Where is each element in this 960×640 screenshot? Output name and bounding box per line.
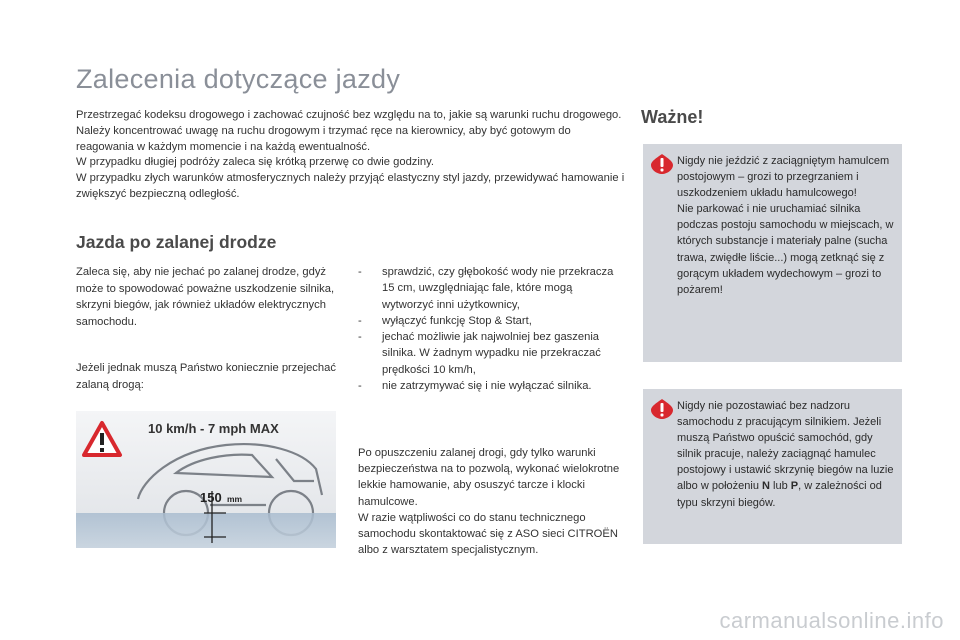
intro-paragraph: Należy koncentrować uwagę na ruchu drogowym i trzymać ręce na kierownicy, aby być gotowym do reagowania w każdym momencie i na każdą ewentualność.: [76, 124, 571, 153]
list-item: [358, 313, 620, 329]
step-text: wyłączyć funkcję Stop & Start,: [382, 314, 532, 327]
list-dash: -: [358, 266, 362, 278]
water-surface: [76, 513, 336, 548]
flooded-road-illustration: [76, 411, 336, 548]
after-flooded-text: [358, 445, 623, 558]
flooded-para-2: Jeżeli jednak muszą Państwo koniecznie przejechać zalaną drogą:: [76, 362, 336, 391]
step-text: nie zatrzymywać się i nie wyłączać silnika.: [382, 380, 592, 393]
list-item: [358, 378, 620, 394]
intro-paragraph: W przypadku złych warunków atmosferycznych należy przyjąć elastyczny styl jazdy, przewidywać hamowanie i zwiększyć bezpieczną odległość.: [76, 172, 625, 200]
flooded-steps-list: [358, 264, 620, 394]
step-text: jechać możliwie jak najwolniej bez gaszenia silnika. W żadnym wypadku nie przekraczać prędkości 10 km/h,: [382, 331, 601, 376]
flooded-road-text: [76, 264, 336, 393]
flooded-para-1: Zaleca się, aby nie jechać po zalanej drodze, gdyż może to spowodować poważne uszkodzenie silnika, skrzyni biegów, jak również układów elektrycznych samochodu.: [76, 266, 335, 328]
list-item: [358, 329, 620, 378]
intro-paragraph: W przypadku długiej podróży zaleca się krótką przerwę co dwie godziny.: [76, 156, 434, 169]
warning-paragraph: [677, 398, 897, 511]
section-title-flooded-road: Jazda po zalanej drodze: [76, 232, 277, 252]
warning-text-main: Nigdy nie pozostawiać bez nadzoru samochodu z pracującym silnikiem. Jeżeli muszą Państwo opuścić samochód, gdy silnik pracuje, należy zaciągnąć hamulec postojowy i ustawić skrzynię biegów na luzie albo w położeniu: [677, 400, 894, 493]
list-dash: -: [358, 314, 362, 327]
step-text: sprawdzić, czy głębokość wody nie przekracza 15 cm, uwzględniając fale, które mogą wytworzyć inni użytkownicy,: [382, 266, 614, 311]
after-paragraph: Po opuszczeniu zalanej drogi, gdy tylko warunki bezpieczeństwa na to pozwolą, wykonać wielokrotne lekkie hamowanie, aby osuszyć tarcze i klocki hamulcowe.: [358, 447, 620, 508]
intro-text: [76, 108, 628, 203]
depth-value: 150: [200, 490, 222, 505]
gear-n: N: [762, 480, 770, 493]
warning-paragraph: Nigdy nie jeździć z zaciągniętym hamulcem postojowym – grozi to przegrzaniem i uszkodzeniem układu hamulcowego!: [677, 155, 890, 200]
list-dash: -: [358, 380, 362, 393]
gear-p: P: [790, 480, 799, 493]
warning-icon: [651, 399, 673, 419]
warning-text-tail: , w zależności od typu skrzyni biegów.: [677, 480, 882, 509]
warning-icon: [651, 154, 673, 174]
page-title: Zalecenia dotyczące jazdy: [76, 64, 401, 94]
list-item: [358, 264, 620, 313]
after-paragraph: W razie wątpliwości co do stanu technicznego samochodu skontaktować się z ASO sieci CITROËN albo z warsztatem specjalistycznym.: [358, 511, 618, 557]
warning-text: [677, 153, 897, 298]
warning-paragraph: Nie parkować i nie uruchamiać silnika podczas postoju samochodu w miejscach, w których substancje i materiały palne (sucha trawa, zwiędłe liście...) mogą zetknąć się z gorącym układem wydechowym – grozi to pożarem!: [677, 203, 894, 296]
depth-unit: mm: [227, 494, 243, 504]
list-dash: -: [358, 331, 362, 344]
warning-box: [643, 144, 902, 362]
speed-limit-label: 10 km/h - 7 mph MAX: [148, 421, 279, 436]
gear-conj: lub: [773, 480, 788, 493]
watermark: carmanualsonline.info: [719, 608, 944, 633]
intro-paragraph: Przestrzegać kodeksu drogowego i zachować czujność bez względu na to, jakie są warunki ruchu drogowego.: [76, 109, 622, 121]
warning-text: [677, 398, 897, 511]
important-title: Ważne!: [641, 107, 704, 127]
warning-box: [643, 389, 902, 544]
